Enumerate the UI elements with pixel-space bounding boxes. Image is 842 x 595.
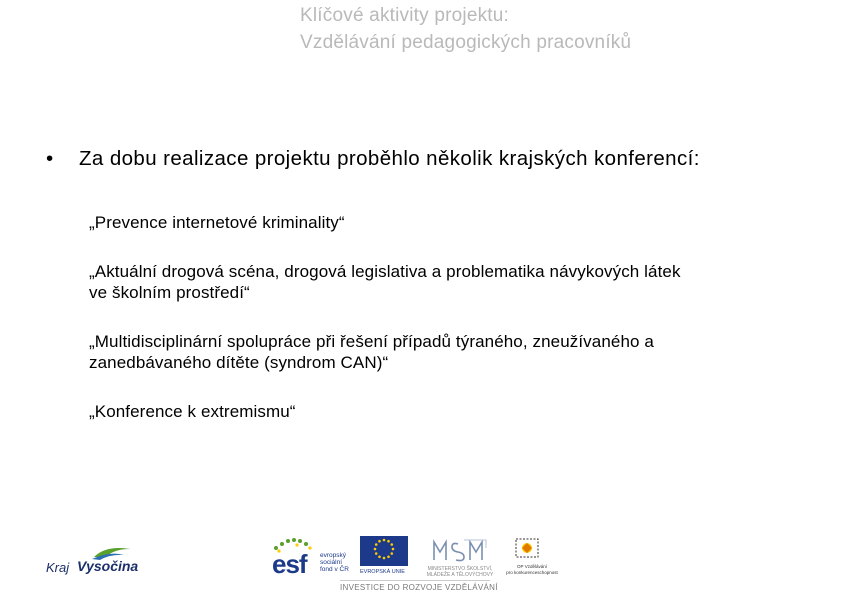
- eu-star-icon: [375, 552, 378, 555]
- vysocina-word: Vysočina: [77, 558, 139, 574]
- conference-item-line-1: „Aktuální drogová scéna, drogová legislativa a problematika návykových látek: [89, 262, 681, 281]
- investice-tagline: INVESTICE DO ROZVOJE VZDĚLÁVÁNÍ: [340, 580, 490, 592]
- conference-item-line-1: „Multidisciplinární spolupráce při řešení případů týraného, zneužívaného a: [89, 332, 654, 351]
- msmt-caption-line: MINISTERSTVO ŠKOLSTVÍ,: [427, 566, 493, 572]
- eu-star-icon: [383, 557, 386, 560]
- conference-item: [89, 261, 809, 303]
- kraj-vysocina-logo: [44, 545, 139, 577]
- conference-item: [89, 331, 809, 373]
- msmt-mark-icon: [430, 536, 490, 564]
- eu-star-icon: [374, 548, 377, 551]
- main-bullet-text: Za dobu realizace projektu proběhlo několik krajských konferencí:: [79, 147, 700, 170]
- conference-list: [89, 212, 809, 422]
- slide-title-line-1: Klíčové aktivity projektu:: [300, 5, 510, 26]
- op-vk-mark-icon: [508, 536, 548, 562]
- conference-item: [89, 212, 809, 233]
- esf-logo: [270, 536, 356, 578]
- conference-item-line-1: „Konference k extremismu“: [89, 402, 296, 421]
- slide-title-line-2: Vzdělávání pedagogických pracovníků: [300, 32, 632, 53]
- esf-caption-line: evropský: [320, 552, 347, 559]
- eu-star-icon: [387, 555, 390, 558]
- esf-caption-line: sociální: [320, 559, 343, 566]
- eu-star-icon: [387, 540, 390, 543]
- op-vk-caption-line: pro konkurenceschopnost: [506, 569, 558, 575]
- eu-star-icon: [378, 555, 381, 558]
- eu-star-icon: [390, 552, 393, 555]
- conference-item-line-2: zanedbávaného dítěte (syndrom CAN)“: [89, 353, 389, 372]
- msmt-caption-line: MLÁDEŽE A TĚLOVÝCHOVY: [426, 572, 494, 578]
- eu-star-icon: [383, 539, 386, 542]
- esf-caption: [320, 552, 349, 573]
- msmt-caption: [420, 566, 500, 578]
- conference-item-line-1: „Prevence internetové kriminality“: [89, 213, 345, 232]
- eu-star-icon: [390, 543, 393, 546]
- conference-item: [89, 401, 809, 422]
- bullet-marker: •: [46, 147, 54, 170]
- eu-star-icon: [375, 543, 378, 546]
- op-vk-caption: [502, 564, 562, 575]
- eu-star-icon: [392, 548, 395, 551]
- funding-logos: [270, 536, 560, 594]
- eu-caption: EVROPSKÁ UNIE: [360, 569, 405, 575]
- esf-letters: esf: [272, 549, 307, 579]
- eu-flag-icon: [360, 536, 408, 566]
- op-vk-caption-line: OP Vzdělávání: [517, 564, 547, 569]
- kraj-word: Kraj: [46, 560, 70, 575]
- conference-item-line-2: ve školním prostředí“: [89, 283, 250, 302]
- esf-caption-line: fond v ČR: [320, 566, 349, 573]
- eu-star-icon: [378, 540, 381, 543]
- slide-title: [300, 2, 820, 56]
